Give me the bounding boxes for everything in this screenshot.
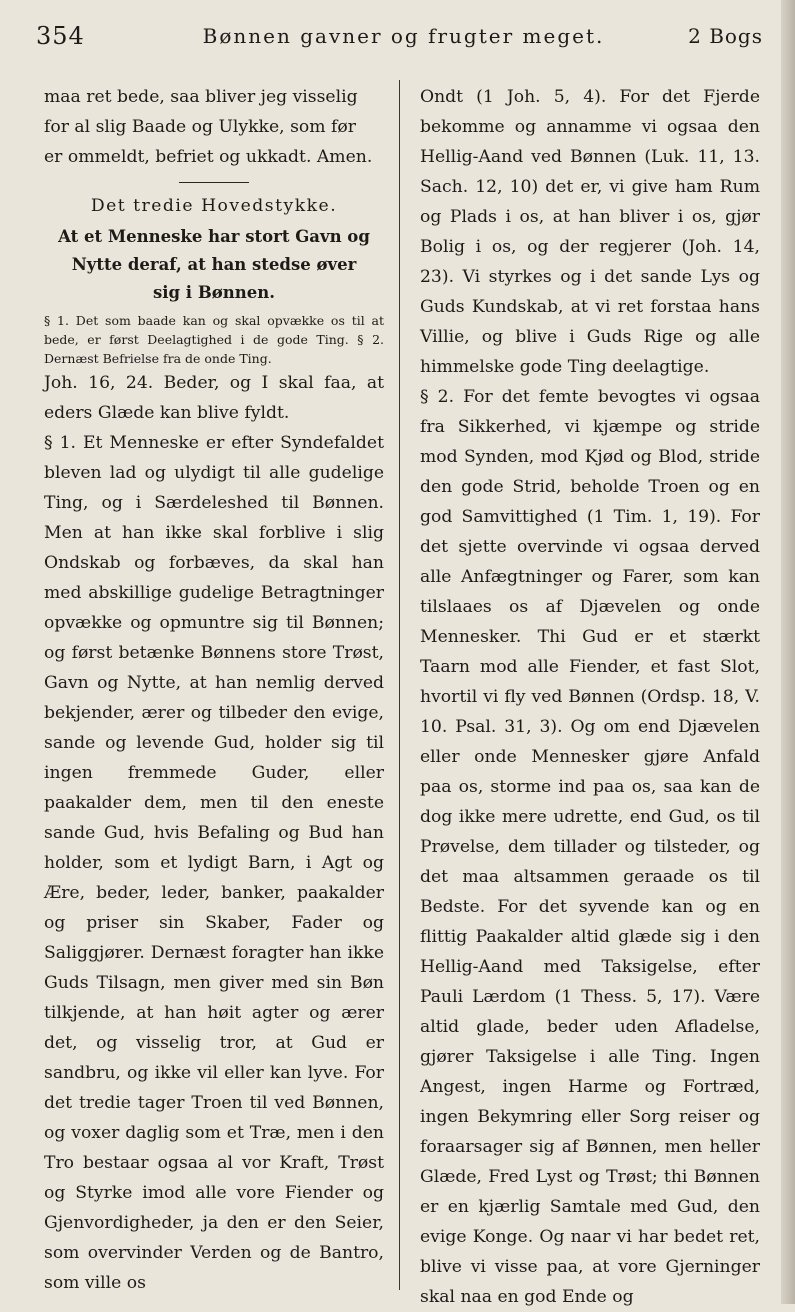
paragraph-section-1: § 1. Et Menneske er efter Syndefaldet bleven lad og ulydigt til alle gudelige Ting, og i Særdeleshed til Bønnen. Men at han ikke skal forblive i slig Ondskab og forbæves, da skal han med abskillige gudelige Betragtninger opvække og opmuntre sig til Bønnen; og først betænke Bønnens store Trøst, Gavn og Nytte, at han nemlig derved bekjender, ærer og tilbeder den evige, sande og levende Gud, holder sig til ingen fremmede Guder, eller paakalder dem, men til den eneste sande Gud, hvis Befaling og Bud han holder, som et lydigt Barn, i Agt og Ære, beder, leder, banker, paakalder og priser sin Skaber, Fader og Saliggjører. Dernæst foragter han ikke Guds Tilsagn, men giver med sin Bøn tilkjende, at han høit agter og ærer det, og visselig tror, at Gud er sandbru, og ikke vil eller kan lyve. For det tredie tager Troen til ved Bønnen, og voxer daglig som et Træ, men i den Tro bestaar ogsaa al vor Kraft, Trøst og Styrke imod alle vore Fiender og Gjenvordigheder, ja den er den Seier, som overvinder Verden og de Bantro, som ville os <box>44 433 384 1293</box>
paragraph-continued: Ondt (1 Joh. 5, 4). For det Fjerde bekomme og annamme vi ogsaa den Hellig-Aand ved Bønnen (Luk. 11, 13. Sach. 12, 10) det er, vi give ham Rum og Plads i os, at han bliver i os, gjør Bolig i os, og der regjerer (Joh. 14, 23). Vi styrkes og i det sande Lys og Guds Kundskab, at vi ret forstaa hans Villie, og blive i Guds Rige og alle himmelske gode Ting deelagtige. <box>420 87 760 377</box>
column-divider <box>399 80 400 1290</box>
summary-line: Nytte deraf, at han stedse øver <box>71 255 357 274</box>
left-column <box>44 82 384 1298</box>
opening-line: for al slig Baade og Ulykke, som før <box>44 117 356 137</box>
page-edge-shadow <box>781 0 795 1304</box>
opening-line: maa ret bede, saa bliver jeg visselig <box>44 87 358 107</box>
page-number: 354 <box>36 22 85 50</box>
opening-line: er ommeldt, befriet og ukkadt. Amen. <box>44 147 373 167</box>
chapter-title: Det tredie Hovedstykke. <box>90 196 338 216</box>
chapter-summary <box>44 223 384 307</box>
summary-line: At et Menneske har stort Gavn og <box>58 227 370 246</box>
signature-mark: 2 Bogs <box>688 24 763 48</box>
section-synopsis: § 1. Det som baade kan og skal opvække os til at bede, er først Deelagtighed i de gode Ting. § 2. Dernæst Befrielse fra de onde Ting. <box>44 313 384 366</box>
right-column <box>420 82 760 1312</box>
paragraph-section-2: § 2. For det femte bevogtes vi ogsaa fra Sikkerhed, vi kjæmpe og stride mod Synden, mod Kjød og Blod, stride den gode Strid, beholde Troen og en god Samvittighed (1 Tim. 1, 19). For det sjette overvinde vi ogsaa derved alle Anfægtninger og Farer, som kan tilslaaes os af Djævelen og onde Mennesker. Thi Gud er et stærkt Taarn mod alle Fiender, et fast Slot, hvortil vi fly ved Bønnen (Ordsp. 18, V. 10. Psal. 31, 3). Og om end Djævelen eller onde Mennesker gjøre Anfald paa os, storme ind paa os, saa kan de dog ikke mere udrette, end Gud, os til Prøvelse, dem tillader og tilsteder, og det maa altsammen geraade os til Bedste. For det syvende kan og en flittig Paakalder altid glæde sig i den Hellig-Aand med Taksigelse, efter Pauli Lærdom (1 Thess. 5, 17). Være altid glade, beder uden Afladelse, gjører Taksigelse i alle Ting. Ingen Angest, ingen Harme og Fortræd, ingen Bekymring eller Sorg reiser og foraarsager sig af Bønnen, men heller Glæde, Fred Lyst og Trøst; thi Bønnen er en kjærlig Samtale med Gud, den evige Konge. Og naar vi har bedet ret, blive vi visse paa, at vore Gjerninger skal naa en god Ende og <box>420 387 760 1307</box>
scripture-verse: Joh. 16, 24. Beder, og I skal faa, at eders Glæde kan blive fyldt. <box>44 373 384 423</box>
section-separator <box>179 182 249 183</box>
summary-line: sig i Bønnen. <box>152 283 276 302</box>
running-title: Bønnen gavner og frugter meget. <box>202 24 605 48</box>
page-header <box>36 22 771 56</box>
